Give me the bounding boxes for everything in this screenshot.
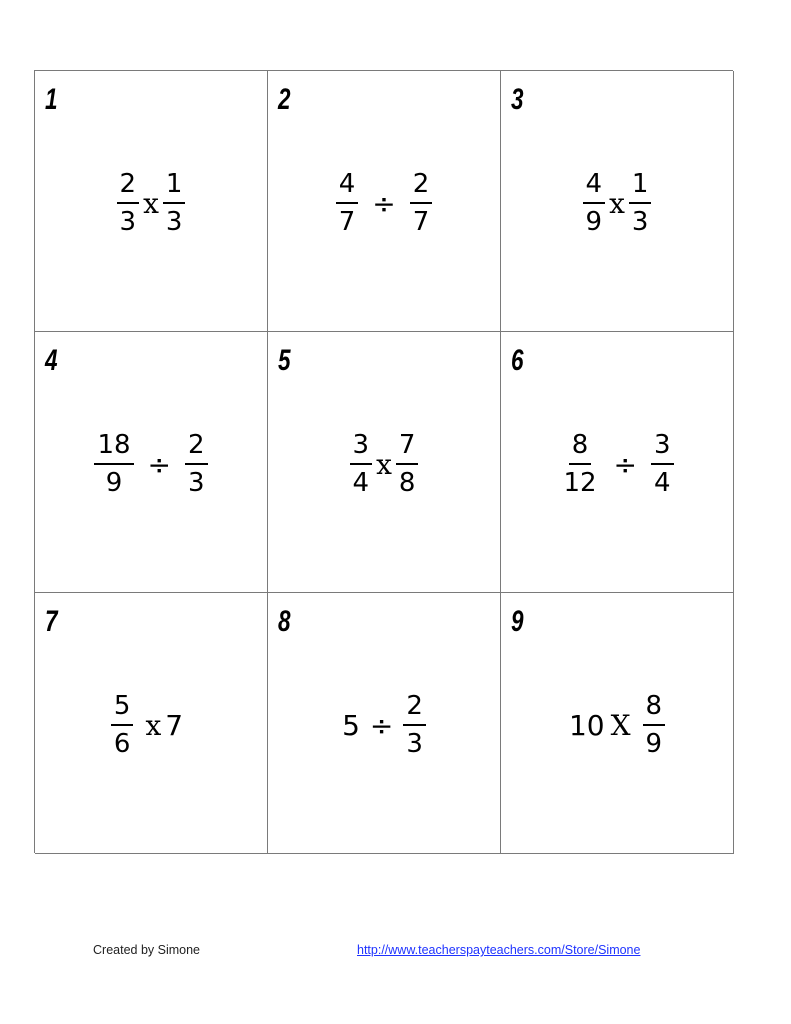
math-expression [268, 685, 500, 765]
task-card [35, 593, 268, 854]
task-card [35, 332, 268, 593]
fraction: $\frac{2}{3}$ [403, 693, 426, 757]
fraction: $\frac{1}{3}$ [163, 171, 186, 235]
math-expression [268, 424, 500, 504]
store-link[interactable]: http://www.teacherspayteachers.com/Store/Simone [357, 943, 641, 957]
math-expression [501, 163, 733, 243]
fraction: $\frac{3}{4}$ [350, 432, 373, 496]
operator: ÷ [613, 447, 637, 481]
card-number: 1 [45, 83, 57, 116]
fraction: $\frac{7}{8}$ [396, 432, 419, 496]
fraction: $\frac{4}{7}$ [336, 171, 359, 235]
math-expression [268, 163, 500, 243]
task-card [501, 593, 734, 854]
operator: ÷ [369, 708, 394, 742]
whole-number: 10 [568, 708, 605, 742]
card-number: 6 [511, 344, 523, 377]
task-card [35, 71, 268, 332]
math-expression [35, 163, 267, 243]
card-number: 7 [45, 605, 57, 638]
card-number: 5 [278, 344, 290, 377]
operator: ÷ [147, 447, 171, 481]
task-card [501, 332, 734, 593]
fraction: $\frac{1}{3}$ [629, 171, 652, 235]
card-number: 9 [511, 605, 523, 638]
math-expression [27, 685, 267, 765]
fraction: $\frac{5}{6}$ [111, 693, 134, 757]
task-card [268, 332, 501, 593]
math-expression [501, 685, 733, 765]
task-card-grid [34, 70, 733, 853]
task-card [501, 71, 734, 332]
card-number: 8 [278, 605, 290, 638]
operator: ÷ [372, 186, 396, 220]
operator: X [610, 708, 631, 742]
card-number: 3 [511, 83, 523, 116]
operator: x [376, 447, 392, 481]
fraction: $\frac{2}{3}$ [185, 432, 208, 496]
operator: x [145, 708, 162, 742]
operator: x [609, 186, 625, 220]
fraction: $\frac{2}{3}$ [117, 171, 140, 235]
fraction: $\frac{8}{12}$ [563, 430, 597, 498]
creator-credit: Created by Simone [93, 943, 201, 957]
fraction: $\frac{18}{9}$ [94, 432, 133, 496]
fraction: $\frac{2}{7}$ [410, 171, 433, 235]
whole-number: 7 [165, 708, 184, 742]
math-expression [501, 424, 733, 504]
card-number: 4 [45, 344, 57, 377]
card-number: 2 [278, 83, 290, 116]
task-card [268, 593, 501, 854]
operator: x [143, 186, 159, 220]
whole-number: 5 [342, 708, 360, 742]
math-expression [35, 424, 267, 504]
fraction: $\frac{8}{9}$ [643, 693, 666, 757]
task-card [268, 71, 501, 332]
fraction: $\frac{4}{9}$ [583, 171, 606, 235]
fraction: $\frac{3}{4}$ [651, 432, 674, 496]
